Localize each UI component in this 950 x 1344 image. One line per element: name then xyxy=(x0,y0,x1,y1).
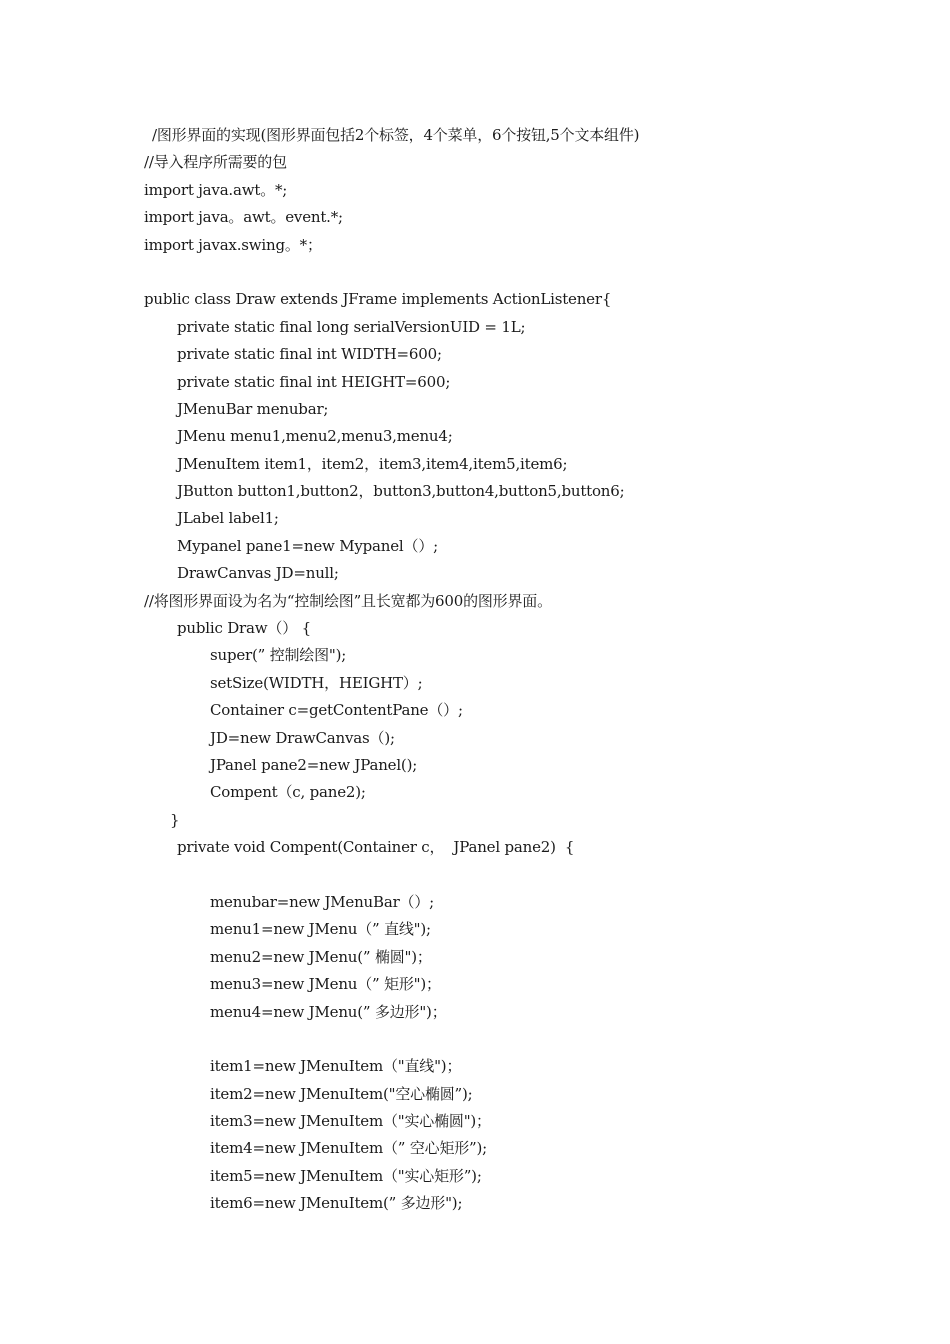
code-line: Mypanel pane1=new Mypanel（）; xyxy=(177,536,438,555)
code-line: //将图形界面设为名为“控制绘图”且长宽都为600的图形界面。 xyxy=(144,591,552,610)
code-line: menu4=new JMenu(” 多边形")； xyxy=(210,1002,447,1021)
code-line: import java。awt。event.*; xyxy=(144,208,343,227)
code-line: item1=new JMenuItem（"直线")； xyxy=(210,1057,462,1076)
code-line: JMenu menu1,menu2,menu3,menu4; xyxy=(177,427,453,446)
code-line: public class Draw extends JFrame implements ActionListener{ xyxy=(144,290,612,309)
code-line: JLabel label1; xyxy=(177,509,279,528)
code-line: private static final int HEIGHT=600; xyxy=(177,372,451,391)
code-line: JPanel pane2=new JPanel(); xyxy=(210,755,418,774)
code-line xyxy=(0,862,950,889)
code-line: item6=new JMenuItem(” 多边形"); xyxy=(210,1194,463,1213)
code-line: item3=new JMenuItem（"实心椭圆")； xyxy=(210,1112,491,1131)
code-line: import javax.swing。*； xyxy=(144,235,322,254)
code-line: item4=new JMenuItem（” 空心矩形”); xyxy=(210,1139,488,1158)
code-line: JMenuBar menubar; xyxy=(177,399,329,418)
code-line: JMenuItem item1，item2，item3,item4,item5,item6; xyxy=(177,454,568,473)
code-line: super(” 控制绘图"); xyxy=(210,646,347,665)
code-line: JButton button1,button2，button3,button4,button5,button6; xyxy=(177,482,625,501)
code-line: menu1=new JMenu（” 直线"); xyxy=(210,920,431,939)
code-line: } xyxy=(170,810,180,829)
code-line: item5=new JMenuItem（"实心矩形”); xyxy=(210,1166,482,1185)
code-line: setSize(WIDTH，HEIGHT）; xyxy=(210,673,423,692)
code-line xyxy=(0,259,950,286)
code-line: Compent（c, pane2); xyxy=(210,783,366,802)
code-line: //导入程序所需要的包 xyxy=(144,153,287,172)
code-line: Container c=getContentPane（）; xyxy=(210,701,463,720)
code-line: private void Compent(Container c， JPanel pane2) { xyxy=(177,838,575,857)
code-listing xyxy=(0,122,950,1218)
code-line: menubar=new JMenuBar（）; xyxy=(210,892,435,911)
code-line xyxy=(0,1026,950,1053)
code-line: private static final int WIDTH=600; xyxy=(177,345,442,364)
code-line: import java.awt。*; xyxy=(144,180,288,199)
code-line: menu3=new JMenu（” 矩形")； xyxy=(210,975,441,994)
code-line: /图形界面的实现(图形界面包括2个标签，4个菜单，6个按钮,5个文本组件) xyxy=(152,126,640,144)
code-line: item2=new JMenuItem("空心椭圆”); xyxy=(210,1084,473,1103)
code-line: private static final long serialVersionUID = 1L; xyxy=(177,317,526,336)
code-line: DrawCanvas JD=null; xyxy=(177,564,339,583)
code-line: JD=new DrawCanvas（); xyxy=(210,728,395,747)
code-line: menu2=new JMenu(” 椭圆")； xyxy=(210,947,432,966)
code-line: public Draw（） { xyxy=(177,619,311,638)
